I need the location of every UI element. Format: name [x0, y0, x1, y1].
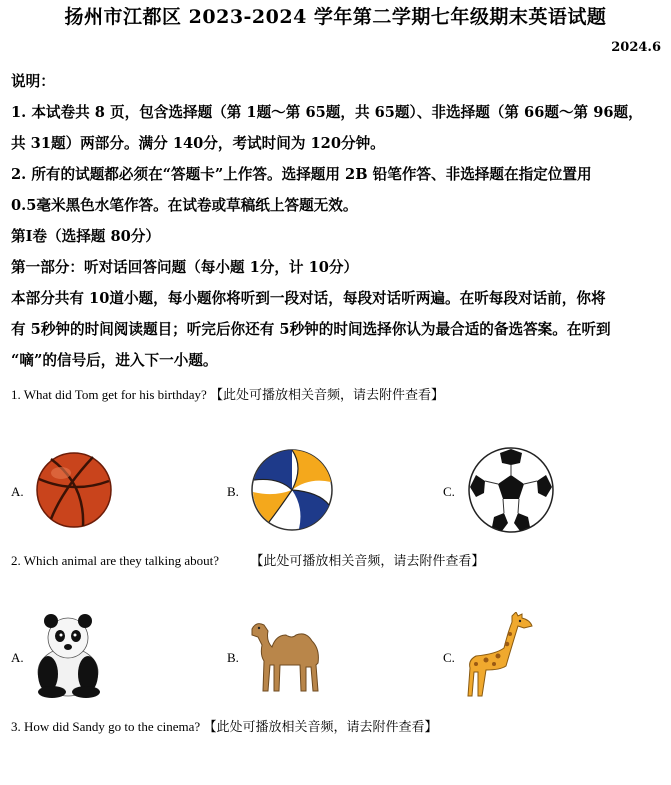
part-1-intro-line-1: 本部分共有 10道小题，每小题你将听到一段对话，每段对话听两遍。在听每段对话前，你将: [11, 290, 606, 307]
question-3: [11, 716, 437, 735]
instruction-2-line-1: 2. 所有的试题都必须在“答题卡”上作答。选择题用 2B 铅笔作答、非选择题在指定位置用: [11, 166, 592, 183]
instructions-heading: 说明：: [11, 73, 55, 90]
part-1-intro-line-2: 有 5秒钟的时间阅读题目；听完后你还有 5秒钟的时间选择你认为最合适的备选答案。在听到: [11, 321, 611, 338]
question-3-text: 3. How did Sandy go to the cinema?: [11, 719, 201, 734]
instruction-2-line-2: 0.5毫米黑色水笔作答。在试卷或草稿纸上答题无效。: [11, 197, 358, 214]
soccer-ball-icon: [466, 445, 556, 535]
question-2: [11, 550, 484, 569]
question-2-option-a-label: A.: [11, 650, 24, 665]
page-title: 扬州市江都区 2023-2024 学年第二学期七年级期末英语试题: [64, 6, 607, 28]
instruction-1-line-2: 共 31题）两部分。满分 140分，考试时间为 120分钟。: [11, 135, 385, 152]
part-1-intro-line-3: “嘀”的信号后，进入下一小题。: [11, 352, 218, 369]
panda-icon: [30, 612, 105, 698]
question-1-text: 1. What did Tom get for his birthday?: [11, 387, 207, 402]
giraffe-icon: [460, 612, 536, 700]
question-1-audio-note: 【此处可播放相关音频，请去附件查看】: [210, 388, 445, 403]
exam-date: 2024.6: [611, 40, 661, 55]
question-1-option-b-label: B.: [227, 484, 239, 499]
part-1-heading: 第一部分：听对话回答问题（每小题 1分，计 10分）: [11, 259, 359, 276]
instruction-1-line-1: 1. 本试卷共 8 页，包含选择题（第 1题～第 65题，共 65题）、非选择题（第 66题～第 96题，: [11, 104, 643, 121]
question-2-text: 2. Which animal are they talking about?: [11, 553, 220, 568]
question-2-option-c-label: C.: [443, 650, 455, 665]
question-2-audio-note: 【此处可播放相关音频，请去附件查看】: [250, 554, 485, 569]
volume-heading: 第Ⅰ卷（选择题 80分）: [11, 228, 160, 245]
question-1-option-c-label: C.: [443, 484, 455, 499]
question-2-option-b-label: B.: [227, 650, 239, 665]
question-1: [11, 384, 444, 403]
question-1-option-a-label: A.: [11, 484, 24, 499]
basketball-icon: [33, 449, 115, 531]
volleyball-icon: [249, 447, 335, 533]
question-3-audio-note: 【此处可播放相关音频，请去附件查看】: [203, 720, 438, 735]
camel-icon: [246, 615, 330, 695]
